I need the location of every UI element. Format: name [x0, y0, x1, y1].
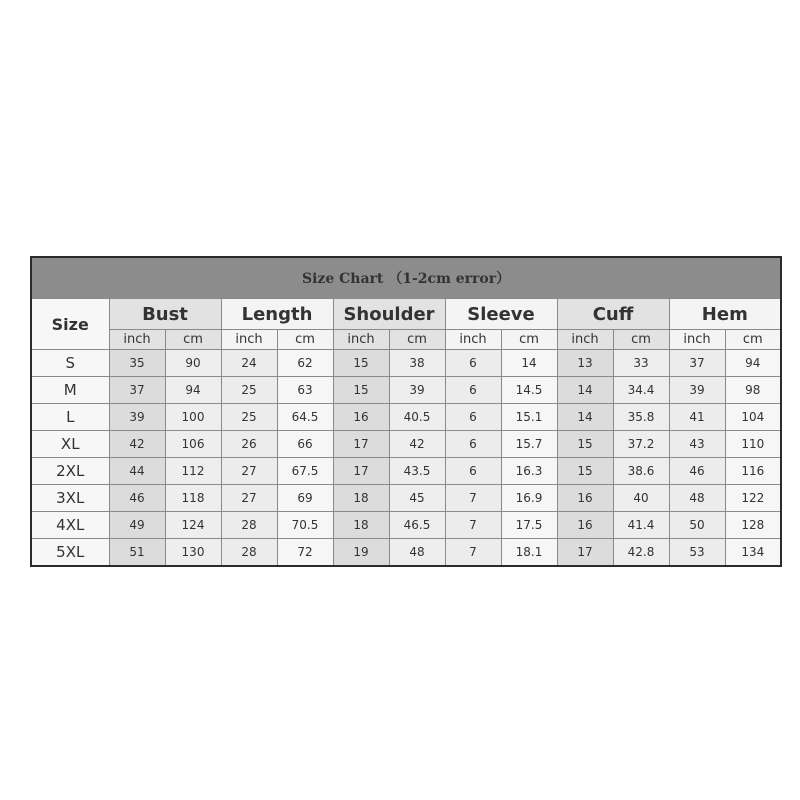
size-label: S: [31, 350, 109, 377]
cell-bust-inch: 51: [109, 539, 165, 567]
cell-length-inch: 27: [221, 485, 277, 512]
cell-hem-cm: 116: [725, 458, 781, 485]
group-header-shoulder: Shoulder: [333, 299, 445, 330]
cell-hem-cm: 122: [725, 485, 781, 512]
cell-cuff-inch: 13: [557, 350, 613, 377]
cell-cuff-inch: 17: [557, 539, 613, 567]
cell-cuff-cm: 37.2: [613, 431, 669, 458]
table-row: [31, 512, 781, 539]
cell-sleeve-inch: 7: [445, 539, 501, 567]
cell-hem-cm: 98: [725, 377, 781, 404]
cell-bust-cm: 106: [165, 431, 221, 458]
cell-cuff-inch: 14: [557, 377, 613, 404]
cell-sleeve-cm: 16.3: [501, 458, 557, 485]
cell-cuff-cm: 42.8: [613, 539, 669, 567]
cell-sleeve-cm: 18.1: [501, 539, 557, 567]
cell-length-inch: 28: [221, 512, 277, 539]
cell-hem-inch: 43: [669, 431, 725, 458]
cell-bust-cm: 90: [165, 350, 221, 377]
cell-shoulder-inch: 18: [333, 485, 389, 512]
cell-length-inch: 27: [221, 458, 277, 485]
cell-shoulder-inch: 17: [333, 431, 389, 458]
cell-bust-cm: 124: [165, 512, 221, 539]
table-row: [31, 458, 781, 485]
chart-title: Size Chart （1-2cm error）: [31, 257, 781, 299]
unit-header-bust-inch: inch: [109, 330, 165, 350]
cell-sleeve-inch: 7: [445, 485, 501, 512]
unit-header-length-cm: cm: [277, 330, 333, 350]
cell-hem-cm: 128: [725, 512, 781, 539]
unit-header-hem-cm: cm: [725, 330, 781, 350]
cell-sleeve-inch: 6: [445, 458, 501, 485]
cell-length-cm: 70.5: [277, 512, 333, 539]
cell-length-cm: 67.5: [277, 458, 333, 485]
group-header-length: Length: [221, 299, 333, 330]
cell-sleeve-cm: 16.9: [501, 485, 557, 512]
unit-header-sleeve-cm: cm: [501, 330, 557, 350]
cell-length-cm: 63: [277, 377, 333, 404]
size-chart: [30, 256, 782, 567]
cell-bust-cm: 118: [165, 485, 221, 512]
table-row: [31, 404, 781, 431]
cell-length-cm: 69: [277, 485, 333, 512]
cell-sleeve-cm: 15.1: [501, 404, 557, 431]
cell-bust-inch: 37: [109, 377, 165, 404]
cell-shoulder-inch: 15: [333, 350, 389, 377]
cell-hem-inch: 50: [669, 512, 725, 539]
cell-hem-inch: 41: [669, 404, 725, 431]
cell-hem-inch: 48: [669, 485, 725, 512]
unit-header-cuff-inch: inch: [557, 330, 613, 350]
cell-length-inch: 28: [221, 539, 277, 567]
unit-header-bust-cm: cm: [165, 330, 221, 350]
cell-sleeve-cm: 15.7: [501, 431, 557, 458]
cell-hem-cm: 94: [725, 350, 781, 377]
cell-sleeve-inch: 6: [445, 404, 501, 431]
unit-header-shoulder-inch: inch: [333, 330, 389, 350]
cell-shoulder-cm: 48: [389, 539, 445, 567]
unit-header-hem-inch: inch: [669, 330, 725, 350]
unit-header-length-inch: inch: [221, 330, 277, 350]
cell-shoulder-inch: 18: [333, 512, 389, 539]
cell-shoulder-inch: 16: [333, 404, 389, 431]
cell-hem-inch: 53: [669, 539, 725, 567]
group-header-cuff: Cuff: [557, 299, 669, 330]
cell-length-cm: 66: [277, 431, 333, 458]
table-row: [31, 350, 781, 377]
table-row: [31, 431, 781, 458]
size-label: XL: [31, 431, 109, 458]
cell-cuff-cm: 40: [613, 485, 669, 512]
cell-shoulder-inch: 19: [333, 539, 389, 567]
cell-bust-inch: 49: [109, 512, 165, 539]
size-label: 4XL: [31, 512, 109, 539]
cell-sleeve-inch: 6: [445, 350, 501, 377]
cell-shoulder-cm: 45: [389, 485, 445, 512]
cell-bust-cm: 100: [165, 404, 221, 431]
group-header-sleeve: Sleeve: [445, 299, 557, 330]
cell-hem-inch: 46: [669, 458, 725, 485]
cell-cuff-cm: 38.6: [613, 458, 669, 485]
cell-shoulder-cm: 38: [389, 350, 445, 377]
cell-sleeve-cm: 17.5: [501, 512, 557, 539]
unit-header-sleeve-inch: inch: [445, 330, 501, 350]
cell-cuff-cm: 34.4: [613, 377, 669, 404]
table-row: [31, 377, 781, 404]
group-header-hem: Hem: [669, 299, 781, 330]
cell-length-inch: 24: [221, 350, 277, 377]
cell-bust-inch: 46: [109, 485, 165, 512]
cell-hem-cm: 104: [725, 404, 781, 431]
cell-hem-inch: 37: [669, 350, 725, 377]
cell-shoulder-inch: 15: [333, 377, 389, 404]
cell-sleeve-inch: 7: [445, 512, 501, 539]
cell-cuff-inch: 15: [557, 458, 613, 485]
size-label: M: [31, 377, 109, 404]
size-column-header: Size: [31, 299, 109, 350]
cell-cuff-cm: 41.4: [613, 512, 669, 539]
size-label: 5XL: [31, 539, 109, 567]
size-table: [30, 256, 782, 567]
unit-header-shoulder-cm: cm: [389, 330, 445, 350]
cell-sleeve-inch: 6: [445, 431, 501, 458]
cell-shoulder-cm: 43.5: [389, 458, 445, 485]
cell-cuff-inch: 16: [557, 512, 613, 539]
unit-header-cuff-cm: cm: [613, 330, 669, 350]
size-label: L: [31, 404, 109, 431]
cell-bust-inch: 42: [109, 431, 165, 458]
cell-length-cm: 64.5: [277, 404, 333, 431]
cell-length-inch: 26: [221, 431, 277, 458]
cell-cuff-inch: 14: [557, 404, 613, 431]
table-row: [31, 485, 781, 512]
cell-shoulder-inch: 17: [333, 458, 389, 485]
cell-shoulder-cm: 39: [389, 377, 445, 404]
cell-bust-cm: 94: [165, 377, 221, 404]
cell-length-inch: 25: [221, 404, 277, 431]
cell-bust-inch: 44: [109, 458, 165, 485]
cell-hem-cm: 110: [725, 431, 781, 458]
cell-sleeve-inch: 6: [445, 377, 501, 404]
cell-cuff-inch: 15: [557, 431, 613, 458]
cell-bust-inch: 39: [109, 404, 165, 431]
cell-cuff-cm: 35.8: [613, 404, 669, 431]
cell-sleeve-cm: 14: [501, 350, 557, 377]
cell-shoulder-cm: 40.5: [389, 404, 445, 431]
cell-shoulder-cm: 46.5: [389, 512, 445, 539]
group-header-bust: Bust: [109, 299, 221, 330]
cell-cuff-inch: 16: [557, 485, 613, 512]
cell-hem-inch: 39: [669, 377, 725, 404]
size-label: 2XL: [31, 458, 109, 485]
cell-cuff-cm: 33: [613, 350, 669, 377]
cell-length-cm: 62: [277, 350, 333, 377]
cell-hem-cm: 134: [725, 539, 781, 567]
cell-bust-cm: 130: [165, 539, 221, 567]
cell-bust-cm: 112: [165, 458, 221, 485]
cell-sleeve-cm: 14.5: [501, 377, 557, 404]
cell-shoulder-cm: 42: [389, 431, 445, 458]
cell-bust-inch: 35: [109, 350, 165, 377]
cell-length-inch: 25: [221, 377, 277, 404]
table-row: [31, 539, 781, 567]
size-label: 3XL: [31, 485, 109, 512]
cell-length-cm: 72: [277, 539, 333, 567]
